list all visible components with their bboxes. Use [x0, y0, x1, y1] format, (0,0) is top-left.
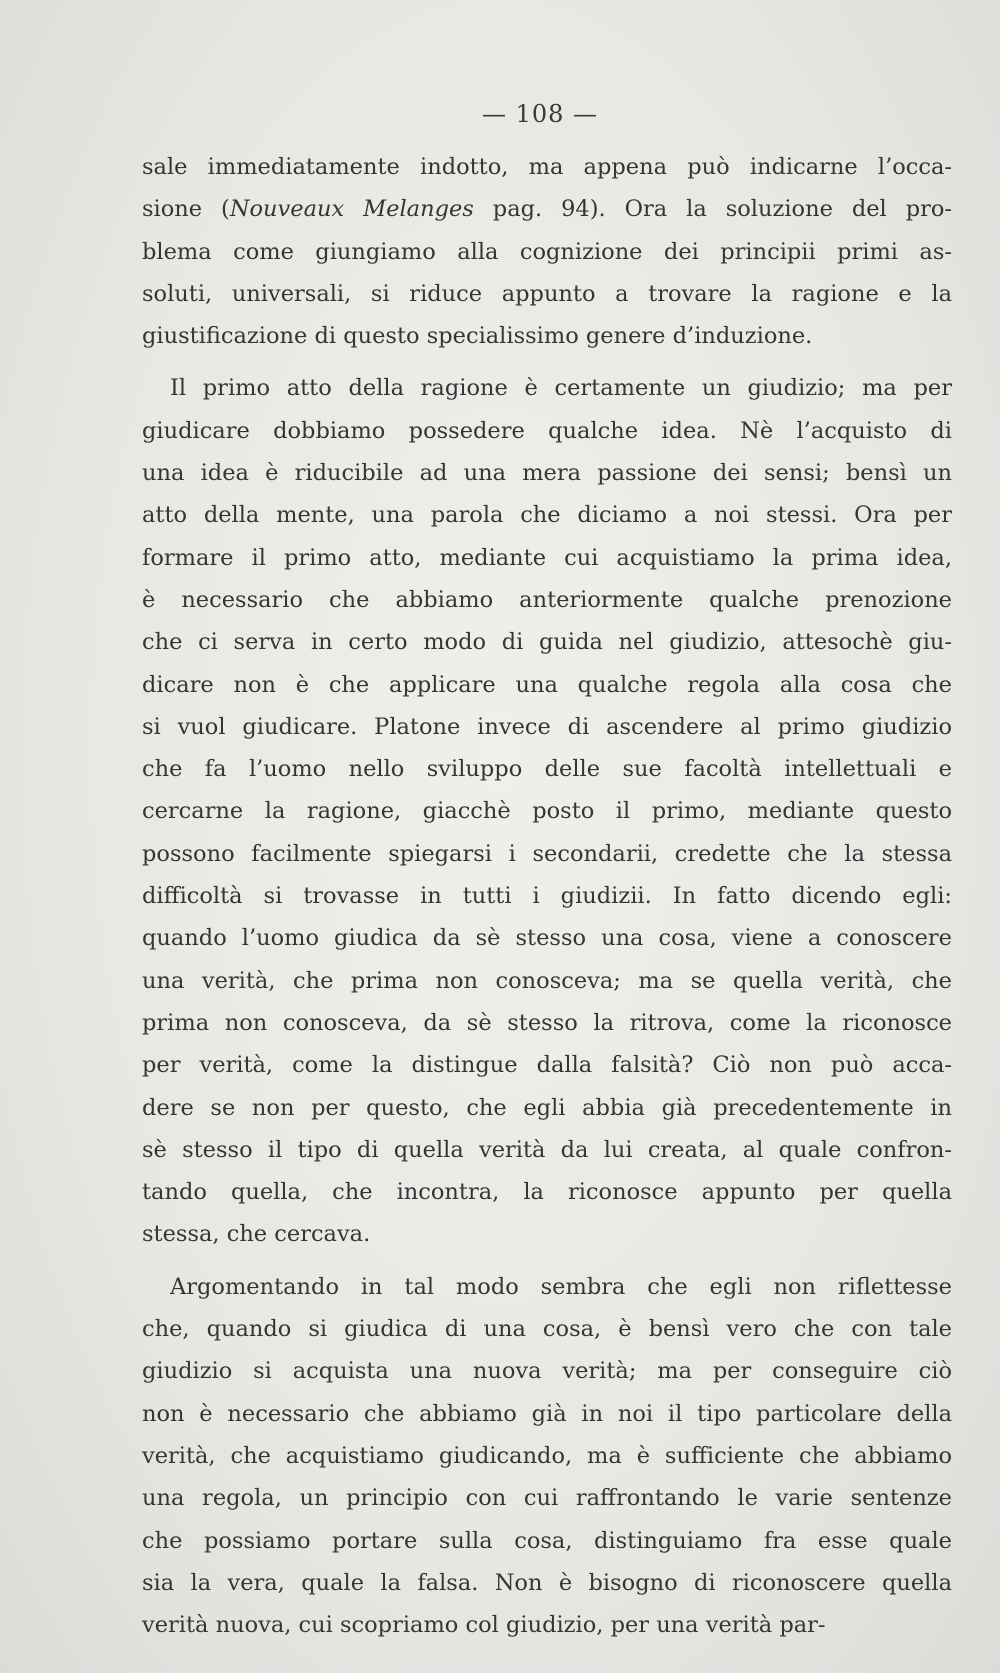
text-line: è necessario che abbiamo anteriormente qualche prenozione [142, 586, 952, 613]
text-line: Il primo atto della ragione è certamente un giudizio; ma per [170, 375, 952, 402]
text-line: per verità, come la distingue dalla falsità? Ciò non può acca- [142, 1052, 952, 1079]
text-line: stessa, che cercava. [142, 1221, 371, 1248]
text-line: una idea è riducibile ad una mera passione dei sensi; bensì un [142, 460, 952, 487]
text-line: tando quella, che incontra, la riconosce appunto per quella [142, 1179, 952, 1206]
text-line: difficoltà si trovasse in tutti i giudizii. In fatto dicendo egli: [142, 883, 952, 910]
text-line: che, quando si giudica di una cosa, è bensì vero che con tale [142, 1316, 952, 1343]
text-line: sia la vera, quale la falsa. Non è bisogno di riconoscere quella [142, 1569, 952, 1596]
page-number: — 108 — [481, 100, 599, 128]
text-line: possono facilmente spiegarsi i secondarii, credette che la stessa [142, 840, 952, 867]
text-line: cercarne la ragione, giacchè posto il primo, mediante questo [142, 798, 952, 825]
text-line: sale immediatamente indotto, ma appena può indicarne l’occa- [142, 154, 952, 180]
body-text [142, 146, 952, 1646]
text-line: che possiamo portare sulla cosa, distinguiamo fra esse quale [142, 1527, 952, 1554]
text-line: giustificazione di questo specialissimo genere d’induzione. [142, 323, 813, 350]
text-line: formare il primo atto, mediante cui acquistiamo la prima idea, [142, 544, 952, 571]
text-line: una verità, che prima non conosceva; ma se quella verità, che [142, 967, 952, 994]
text-line: blema come giungiamo alla cognizione dei principii primi as- [142, 238, 952, 265]
text-line: atto della mente, una parola che diciamo a noi stessi. Ora per [142, 502, 952, 529]
paragraph-gap [142, 357, 952, 367]
text-line: giudicare dobbiamo possedere qualche idea. Nè l’acquisto di [142, 417, 952, 444]
text-line: giudizio si acquista una nuova verità; ma per conseguire ciò [142, 1358, 952, 1385]
text-line: che ci serva in certo modo di guida nel giudizio, attesochè giu- [142, 629, 952, 656]
text-line: verità, che acquistiamo giudicando, ma è sufficiente che abbiamo [142, 1442, 952, 1469]
text-line: verità nuova, cui scopriamo col giudizio, per una verità par- [142, 1612, 826, 1639]
text-line: si vuol giudicare. Platone invece di ascendere al primo giudizio [142, 713, 952, 740]
text-line: dere se non per questo, che egli abbia già precedentemente in [142, 1094, 952, 1121]
italic-title: Nouveaux Melanges [229, 196, 474, 223]
text-line: Argomentando in tal modo sembra che egli non riflettesse [170, 1273, 952, 1300]
text-line: che fa l’uomo nello sviluppo delle sue facoltà intellettuali e [142, 756, 952, 783]
text-line: sione (Nouveaux Melanges pag. 94). Ora la soluzione del pro- [142, 196, 953, 223]
text-line: sè stesso il tipo di quella verità da lui creata, al quale confron- [142, 1136, 952, 1163]
text-line: una regola, un principio con cui raffrontando le varie sentenze [142, 1485, 952, 1512]
text-line: non è necessario che abbiamo già in noi il tipo particolare della [142, 1400, 952, 1427]
paragraph-gap [142, 1256, 952, 1266]
text-line: dicare non è che applicare una qualche regola alla cosa che [142, 671, 952, 698]
text-line: soluti, universali, si riduce appunto a trovare la ragione e la [142, 280, 952, 307]
text-line: prima non conosceva, da sè stesso la ritrova, come la riconosce [142, 1009, 952, 1036]
text-line: quando l’uomo giudica da sè stesso una cosa, viene a conoscere [142, 925, 952, 952]
